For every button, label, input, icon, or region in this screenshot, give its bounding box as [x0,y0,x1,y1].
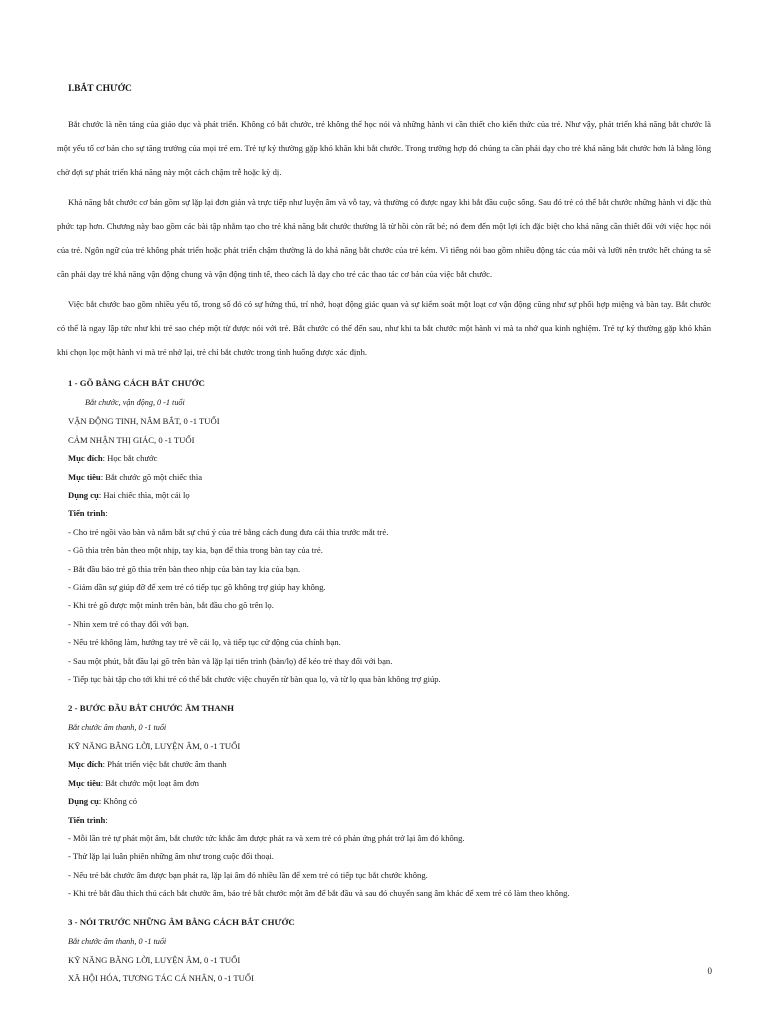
step-item: - Nếu trẻ bắt chước âm được bạn phát ra, lặp lại âm đó nhiều lần để xem trẻ có tiếp tục bắt chước không. [68,869,428,880]
goal-label: Mục tiêu [68,777,101,788]
purpose-line [57,755,711,773]
intro-paragraph: Khả năng bắt chước cơ bản gồm sự lặp lại đơn giản và trực tiếp như luyện âm và vỗ tay, và thường có được ngay khi bắt đầu cuộc sống. Sau đó trẻ có thể bắt chước những hành vi đặc thù phức tạp hơn. Chương này bao gồm các bài tập nhằm tạo cho trẻ khả năng bắt chước thường là từ hồi còn rất bé; nó đem đến một lợi ích đặc biệt cho khả năng cần thiết đối với việc học nói của trẻ. Ngôn ngữ của trẻ không phát triển hoặc phát triển chậm thường là do khả năng bắt chước của trẻ kém. Vì tiếng nói bao gồm nhiều động tác của môi và lưỡi nên trước hết chúng ta sẽ cần phải dạy trẻ khả năng vận động chung và vận động tinh tế, theo cách là dạy cho trẻ các thao tác cơ bản của việc bắt chước. [57,197,711,279]
category-line: VẬN ĐỘNG TINH, NẮM BẮT, 0 -1 TUỔI [68,416,220,427]
section-title: 3 - NÓI TRƯỚC NHỮNG ÂM BẰNG CÁCH BẮT CHƯỚC [68,916,295,927]
page-number: 0 [707,966,712,976]
goal-text: : Bắt chước một loạt âm đơn [100,777,199,788]
purpose-line [57,449,711,467]
step-item: - Mỗi lần trẻ tự phát một âm, bắt chước tức khắc âm được phát ra và xem trẻ có phản ứng phát trở lại âm đó không. [68,832,465,843]
purpose-label: Mục đích [68,453,103,464]
process-line: Tiến trình: [68,814,108,825]
step-item: - Khi trẻ gõ được một mình trên bàn, bắt đầu cho gõ trên lọ. [68,600,274,611]
tools-label: Dụng cụ [68,490,99,501]
goal-line [57,468,711,486]
intro-paragraph: Bắt chước là nền tảng của giáo dục và phát triển. Không có bắt chước, trẻ không thể học nói và những hành vi cần thiết cho kiến thức của trẻ. Như vậy, phát triển khả năng bắt chước là một yếu tố cơ bản cho sự tăng trưởng của mọi trẻ em. Trẻ tự kỷ thường gặp khó khăn khi bắt chước. Trong trường hợp đó chúng ta cần phải dạy cho trẻ khả năng bắt chước hơn là bằng lòng chờ đợi sự phát triển khả năng này một cách chậm trễ hoặc kỳ dị. [57,119,711,177]
step-item: - Khi trẻ bắt đầu thích thú cách bắt chước âm, bảo trẻ bắt chước một âm để bắt đầu và sau đó chuyển sang âm khác để xem trẻ có làm theo không. [68,888,570,899]
process-line: Tiến trình: [68,508,108,519]
intro-paragraph: Việc bắt chước bao gồm nhiều yếu tố, trong số đó có sự hứng thú, trí nhớ, hoạt động giác quan và sự kiểm soát một loạt cơ vận động cũng như sự phối hợp miệng và bàn tay. Bắt chước có thể là ngay lập tức như khi trẻ sao chép một từ được nói với trẻ. Bắt chước có thể đến sau, như khi ta bắt chước một hành vi mà ta nhớ qua kinh nghiệm. Trẻ tự kỷ thường gặp khó khăn khi chọn lọc một hành vi mà trẻ nhớ lại, trẻ chỉ bắt chước trong tình huống được xác định. [57,299,711,357]
document-page [57,84,711,988]
process-label: Tiến trình [68,814,106,825]
category-line: XÃ HỘI HÓA, TƯƠNG TÁC CÁ NHÂN, 0 -1 TUỔI [68,973,254,984]
tools-text: : Hai chiếc thìa, một cái lọ [98,490,190,501]
category-line: CẢM NHẬN THỊ GIÁC, 0 -1 TUỔI [68,434,195,445]
section-title: 2 - BƯỚC ĐẦU BẮT CHƯỚC ÂM THANH [68,702,234,713]
step-item: - Gõ thìa trên bàn theo một nhịp, tay kia, bạn để thìa trong bàn tay của trẻ. [68,545,323,556]
step-item: - Tiếp tục bài tập cho tới khi trẻ có thể bắt chước việc chuyển từ bàn qua lọ, và từ lọ qua bàn không trợ giúp. [68,674,441,685]
process-label: Tiến trình [68,508,106,519]
tools-line [57,486,711,504]
step-item: - Thử lặp lại luân phiên những âm như trong cuộc đối thoại. [68,851,274,862]
purpose-text: : Học bắt chước [102,453,158,464]
purpose-text: : Phát triển việc bắt chước âm thanh [102,759,227,770]
goal-label: Mục tiêu [68,471,101,482]
step-item: - Nhìn xem trẻ có thay đổi với bạn. [68,618,189,629]
document-title: I.BẮT CHƯỚC [68,84,132,94]
exercise-section [57,703,711,903]
tools-label: Dụng cụ [68,796,99,807]
section-subtitle: Bắt chước âm thanh, 0 -1 tuổi [68,722,167,732]
step-item: - Nếu trẻ không làm, hướng tay trẻ về cái lọ, và tiếp tục cử động của chính bạn. [68,637,341,648]
tools-line [57,792,711,810]
exercise-section [57,917,711,988]
step-item: - Giảm dần sự giúp đỡ để xem trẻ có tiếp tục gõ không trợ giúp hay không. [68,582,326,593]
section-title: 1 - GÕ BẰNG CÁCH BẮT CHƯỚC [68,378,205,388]
goal-text: : Bắt chước gõ một chiếc thìa [100,471,203,482]
category-line: KỸ NĂNG BẰNG LỜI, LUYỆN ÂM, 0 -1 TUỔI [68,954,241,965]
category-line: KỸ NĂNG BẰNG LỜI, LUYỆN ÂM, 0 -1 TUỔI [68,740,241,751]
step-item: - Bắt đầu bảo trẻ gõ thìa trên bàn theo nhịp của bàn tay kia của bạn. [68,563,301,574]
step-item: - Sau một phút, bắt đầu lại gõ trên bàn và lặp lại tiến trình (bàn/lọ) để kéo trẻ thay đổi với bạn. [68,655,393,666]
tools-text: : Không có [98,796,138,807]
goal-line [57,774,711,792]
section-subtitle: Bắt chước, vận động, 0 -1 tuổi [85,398,185,407]
exercise-section [57,378,711,689]
section-subtitle: Bắt chước âm thanh, 0 -1 tuổi [68,936,167,946]
purpose-label: Mục đích [68,759,103,770]
step-item: - Cho trẻ ngồi vào bàn và nắm bắt sự chú ý của trẻ bằng cách đung đưa cái thìa trước mắt trẻ. [68,526,389,537]
